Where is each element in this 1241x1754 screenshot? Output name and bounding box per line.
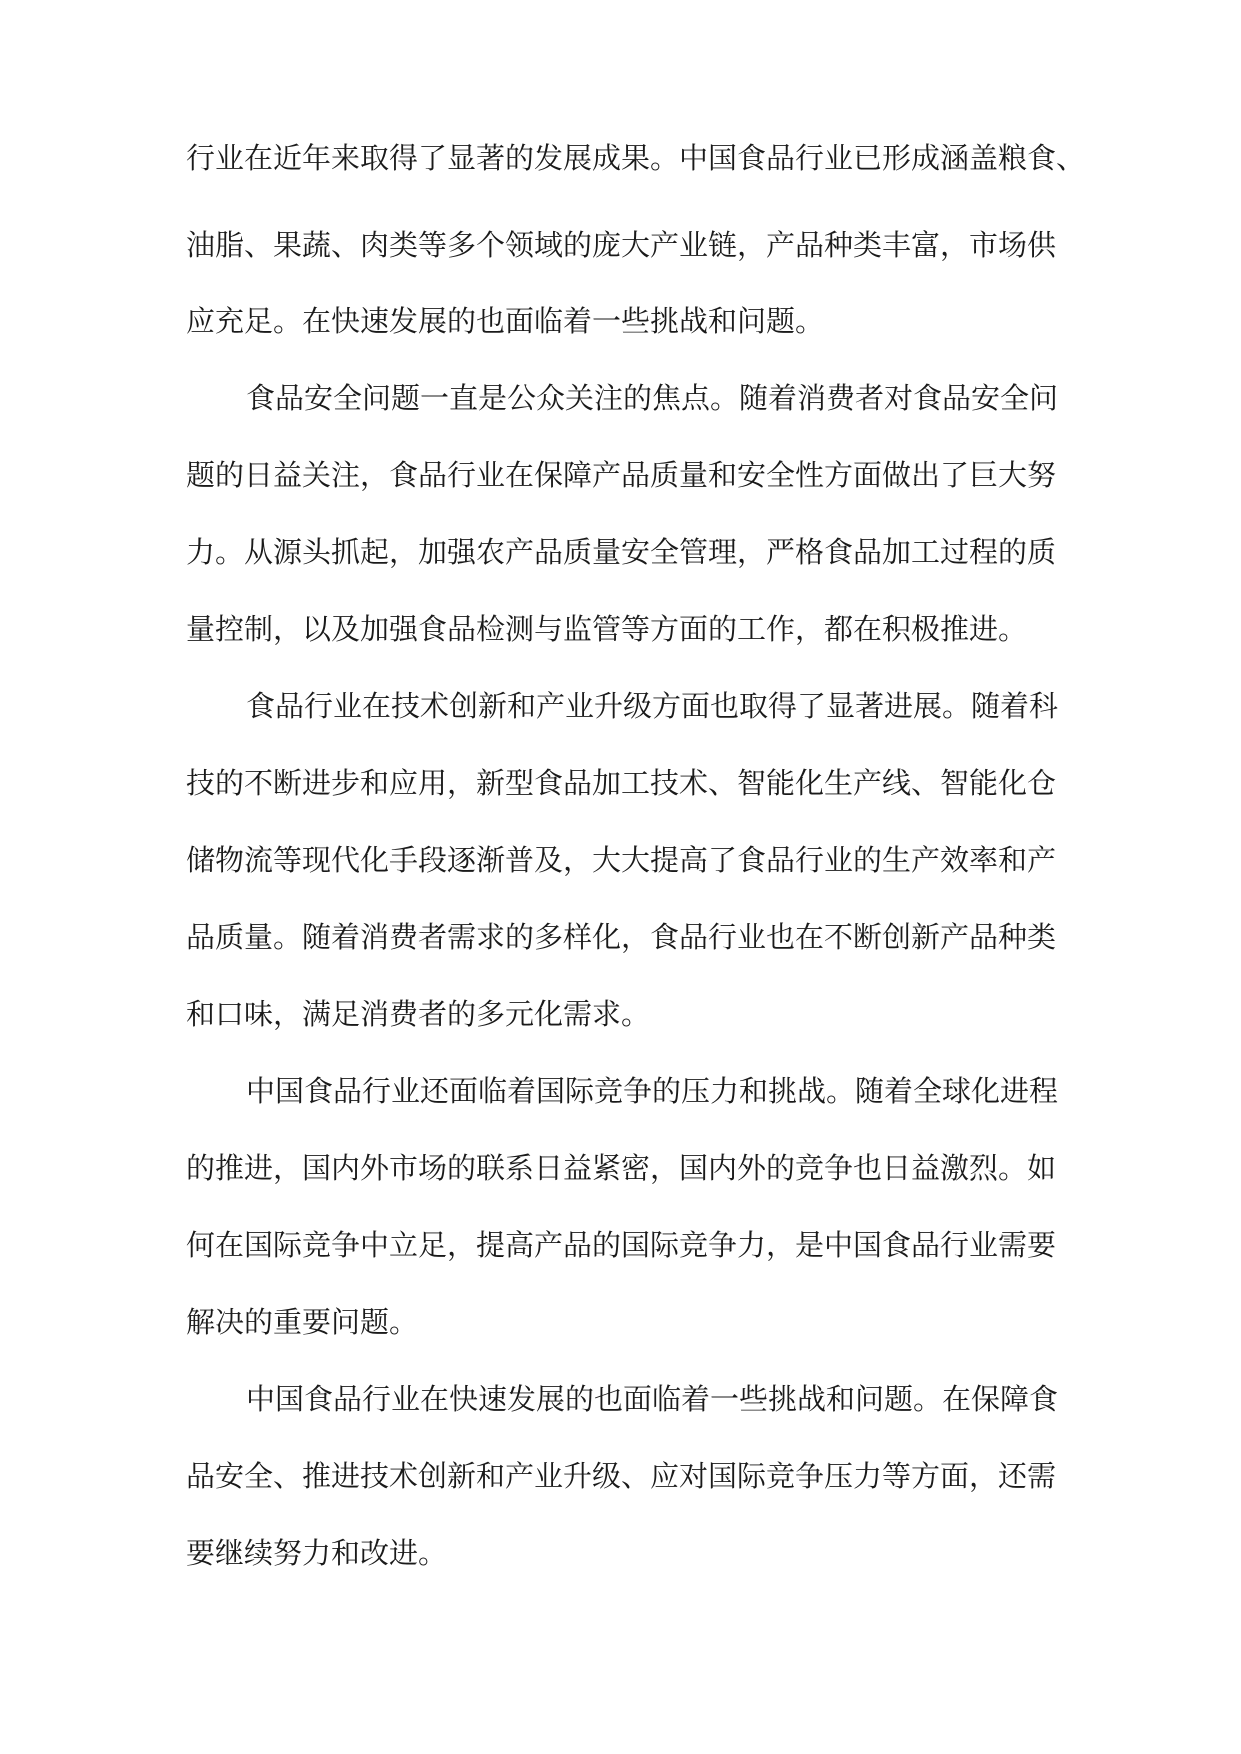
text-line: 食品行业在技术创新和产业升级方面也取得了显著进展。随着科: [246, 689, 1059, 723]
text-line: 中国食品行业还面临着国际竞争的压力和挑战。随着全球化进程: [246, 1074, 1059, 1108]
text-line: 技的不断进步和应用，新型食品加工技术、智能化生产线、智能化仓: [186, 766, 1057, 800]
text-line: 中国食品行业在快速发展的也面临着一些挑战和问题。在保障食: [246, 1382, 1059, 1416]
text-line: 解决的重要问题。: [186, 1305, 419, 1339]
text-line: 品质量。随着消费者需求的多样化，食品行业也在不断创新产品种类: [186, 920, 1057, 954]
text-line: 要继续努力和改进。: [186, 1536, 448, 1570]
text-line: 油脂、果蔬、肉类等多个领域的庞大产业链，产品种类丰富，市场供: [186, 228, 1057, 262]
text-line: 的推进，国内外市场的联系日益紧密，国内外的竞争也日益激烈。如: [186, 1151, 1057, 1185]
text-line: 储物流等现代化手段逐渐普及，大大提高了食品行业的生产效率和产: [186, 843, 1057, 877]
text-line: 力。从源头抓起，加强农产品质量安全管理，严格食品加工过程的质: [186, 535, 1057, 569]
text-line: 应充足。在快速发展的也面临着一些挑战和问题。: [186, 304, 825, 338]
text-line: 行业在近年来取得了显著的发展成果。中国食品行业已形成涵盖粮食、: [186, 141, 1086, 175]
text-line: 量控制，以及加强食品检测与监管等方面的工作，都在积极推进。: [186, 612, 1028, 646]
text-line: 品安全、推进技术创新和产业升级、应对国际竞争压力等方面，还需: [186, 1459, 1057, 1493]
text-line: 食品安全问题一直是公众关注的焦点。随着消费者对食品安全问: [246, 381, 1059, 415]
text-line: 和口味，满足消费者的多元化需求。: [186, 997, 651, 1031]
text-line: 何在国际竞争中立足，提高产品的国际竞争力，是中国食品行业需要: [186, 1228, 1057, 1262]
text-line: 题的日益关注，食品行业在保障产品质量和安全性方面做出了巨大努: [186, 458, 1057, 492]
